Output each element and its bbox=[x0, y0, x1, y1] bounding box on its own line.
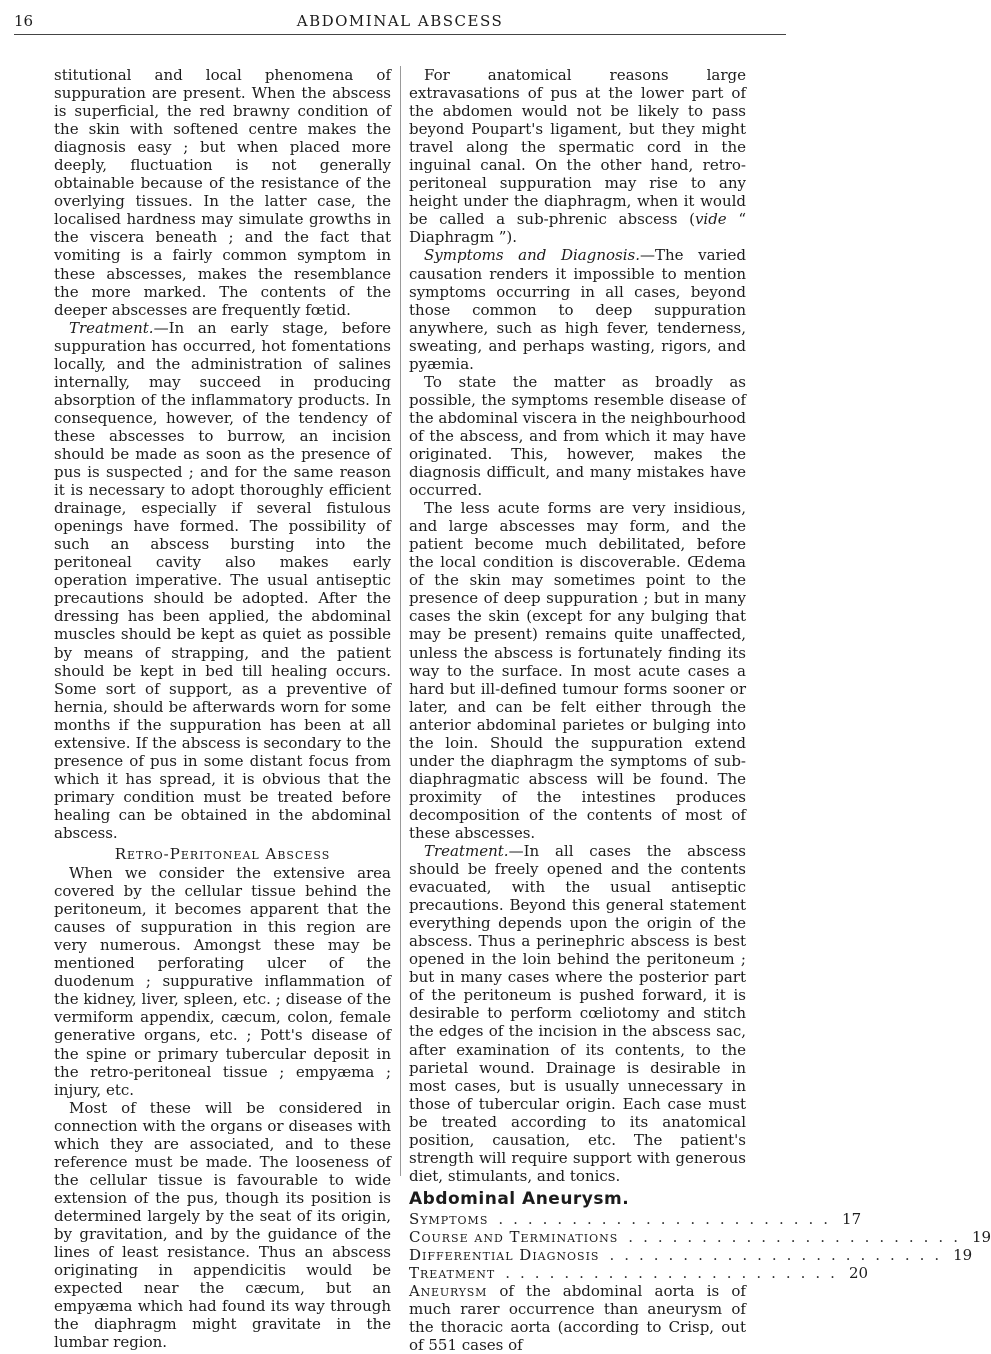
right-column bbox=[409, 66, 991, 1354]
contents-page: 17 bbox=[842, 1209, 862, 1228]
section-heading-retro-peritoneal: Retro-Peritoneal Abscess bbox=[114, 845, 331, 864]
contents-label: Symptoms bbox=[409, 1209, 489, 1228]
paragraph-continued: stitutional and local phenomena of suppuration are present. When the abscess is superficial, the red brawny condition of the skin with softened centre makes the diagnosis easy ; but when placed more deeply, fluctuation is not generally obtainable because of the resistance of the overlying tissues. In the latter case, the localised hardness may simulate growths in the viscera beneath ; and the fact that vomiting is a fairly common symptom in these abscesses, makes the resemblance the more marked. The contents of the deeper abscesses are frequently fœtid. bbox=[54, 66, 391, 319]
paragraph-treatment-text: —In an early stage, before suppuration has occurred, hot fomentations locally, and the administration of salines internally, may succeed in producing absorption of the inflammatory products. In consequence, however, of the tendency of these abscesses to burrow, an incision should be made as soon as the presence of pus is suspected ; and for the same reason it is necessary to adopt thoroughly efficient drainage, especially if several fistulous openings have formed. The possibility of such an abscess bursting into the peritoneal cavity also makes early operation imperative. The usual antiseptic precautions should be adopted. After the dressing has been applied, the abdominal muscles should be kept as quiet as possible by means of strapping, and the patient should be kept in bed till healing occurs. Some sort of support, as a preventive of hernia, should be afterwards worn for some months if the suppuration has been at all extensive. If the abscess is secondary to the presence of pus in some distant focus from which it has spread, it is obvious that the primary condition must be treated before healing can be obtained in the abdominal abscess. bbox=[54, 318, 391, 842]
paragraph-aneurysm-intro bbox=[409, 1282, 746, 1354]
run-in-heading-treatment: Treatment. bbox=[69, 318, 154, 337]
paragraph-symptoms-text: —The varied causation renders it impossible to mention symptoms occurring in all cases, beyond those common to deep suppuration anywhere, such as high fever, tenderness, sweating, and perhaps wasting, rigors, and pyæmia. bbox=[409, 246, 746, 373]
run-in-heading-symptoms: Symptoms and Diagnosis. bbox=[424, 246, 640, 265]
contents-label: Course and Terminations bbox=[409, 1227, 619, 1246]
paragraph-symptoms bbox=[409, 246, 746, 372]
contents-entry: Symptoms ....................... 17 bbox=[409, 1209, 862, 1228]
header-rule bbox=[14, 34, 786, 35]
contents-label: Differential Diagnosis bbox=[409, 1246, 600, 1264]
aneurysm-lead-word: Aneurysm bbox=[409, 1282, 488, 1301]
article-heading-abdominal-aneurysm: Abdominal Aneurysm. bbox=[409, 1188, 630, 1209]
page-header bbox=[14, 12, 786, 42]
paragraph-treatment bbox=[54, 319, 391, 842]
contents-entry: Course and Terminations ....................... 19 bbox=[409, 1227, 991, 1246]
paragraph-retro-extension: Most of these will be considered in connection with the organs or diseases with which they are associated, and to these reference must be made. The looseness of the cellular tissue is favourable to wide extension of the pus, though its position is determined largely by the seat of its origin, by gravitation, and by the guidance of the lines of least resistance. Thus an abscess originating in appendicitis would be expected near the cæcum, but an empyæma which had found its way through the diaphragm might gravitate in the lumbar region. bbox=[54, 1098, 391, 1352]
paragraph-retro-causes: When we consider the extensive area covered by the cellular tissue behind the peritoneum, it becomes apparent that the causes of suppuration in this region are very numerous. Amongst these may be mentioned perforating ulcer of the duodenum ; suppurative inflammation of the kidney, liver, spleen, etc. ; disease of the vermiform appendix, cæcum, colon, female generative organs, etc. ; Pott's disease of the spine or primary tubercular deposit in the retro-peritoneal tissue ; empyæma ; injury, etc. bbox=[54, 864, 391, 1099]
contents-page: 19 bbox=[971, 1227, 991, 1246]
vide-word: vide bbox=[694, 210, 727, 229]
paragraph-anatomical-end: “ Diaphragm ”). bbox=[409, 210, 746, 247]
contents-list bbox=[409, 1209, 991, 1283]
contents-page: 19 bbox=[953, 1246, 973, 1264]
page-number: 16 bbox=[14, 12, 34, 30]
running-head: ABDOMINAL ABSCESS bbox=[296, 12, 504, 30]
contents-page: 20 bbox=[848, 1264, 869, 1283]
contents-entry: Differential Diagnosis ....................... 19 bbox=[409, 1246, 973, 1264]
paragraph-anatomical-text: For anatomical reasons large extravasations of pus at the lower part of the abdomen would not be likely to pass beyond Poupart's ligament, but they might travel along the spermatic cord in the inguinal canal. On the other hand, retro-peritoneal suppuration may rise to any height under the diaphragm, when it would be called a sub-phrenic abscess ( bbox=[409, 66, 746, 229]
paragraph-treatment-retro-text: —In all cases the abscess should be freely opened and the contents evacuated, with the usual antiseptic precautions. Beyond this general statement everything depends upon the origin of the abscess. Thus a perinephric abscess is best opened in the loin behind the peritoneum ; but in many cases where the posterior part of the peritoneum is pushed forward, it is desirable to perform cœliotomy and stitch the edges of the incision in the abscess sac, after examination of its contents, to the parietal wound. Drainage is desirable in most cases, but is usually unnecessary in those of tubercular origin. Each case must be treated according to its anatomical position, causation, etc. The patient's strength will require support with generous diet, stimulants, and tonics. bbox=[409, 842, 746, 1185]
left-column bbox=[54, 66, 391, 1351]
paragraph-treatment-retro bbox=[409, 842, 746, 1185]
paragraph-less-acute: The less acute forms are very insidious, and large abscesses may form, and the patient become much debilitated, before the local condition is discoverable. Œdema of the skin may sometimes point to the presence of deep suppuration ; but in many cases the skin (except for any bulging that may be present) remains quite unaffected, unless the abscess is fortunately finding its way to the surface. In most acute cases a hard but ill-defined tumour forms sooner or later, and can be felt either through the anterior abdominal parietes or bulging into the loin. Should the suppuration extend under the diaphragm the symptoms of sub-diaphragmatic abscess will be found. The proximity of the intestines produces decomposition of the contents of most of these abscesses. bbox=[409, 499, 746, 842]
paragraph-aneurysm-text: of the abdominal aorta is of much rarer occurrence than aneurysm of the thoracic aorta (according to Crisp, out of 551 cases of bbox=[409, 1282, 746, 1354]
paragraph-broadly: To state the matter as broadly as possible, the symptoms resemble disease of the abdominal viscera in the neighbourhood of the abscess, and from which it may have originated. This, however, makes the diagnosis difficult, and many mistakes have occurred. bbox=[409, 372, 746, 500]
contents-label: Treatment bbox=[409, 1264, 496, 1283]
paragraph-anatomical bbox=[409, 66, 746, 246]
column-divider bbox=[400, 66, 401, 1176]
contents-entry: Treatment ....................... 20 bbox=[409, 1264, 869, 1283]
run-in-heading-treatment-retro: Treatment. bbox=[424, 842, 509, 861]
